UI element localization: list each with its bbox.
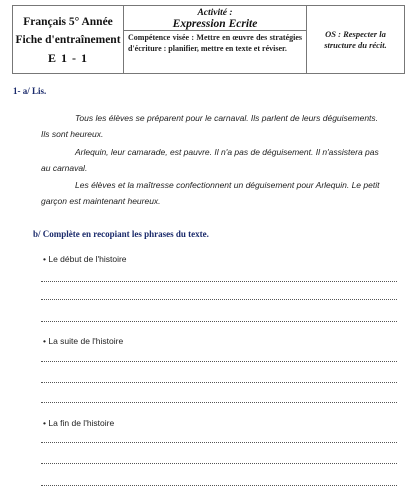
objective-text: OS : Respecter la structure du récit. xyxy=(324,28,387,50)
sheet-title: Fiche d'entraînement xyxy=(15,33,121,46)
header-table xyxy=(12,5,405,74)
section-a-heading: 1- a/ Lis. xyxy=(13,86,47,96)
answer-line[interactable] xyxy=(41,485,397,486)
paragraph-line: garçon est maintenant heureux. xyxy=(41,196,161,206)
activity-name: Expression Ecrite xyxy=(172,18,258,30)
answer-line[interactable] xyxy=(41,361,397,362)
class-line: Français 5° Année xyxy=(23,15,113,28)
item-label-start: • Le début de l'histoire xyxy=(43,254,127,264)
paragraph-line: Tous les élèves se préparent pour le carnaval. Ils parlent de leurs déguisements. xyxy=(75,113,379,123)
item-label-end: • La fin de l'histoire xyxy=(43,418,115,428)
answer-line[interactable] xyxy=(41,321,397,322)
header-class-cell xyxy=(13,6,124,73)
item-label-middle: • La suite de l'histoire xyxy=(43,336,124,346)
competence-text: Compétence visée : Mettre en œuvre des stratégies d'écriture : planifier, mettre en texte et réviser. xyxy=(128,33,302,53)
activity-label: Activité : xyxy=(197,8,233,18)
header-activity-cell xyxy=(124,6,307,73)
answer-line[interactable] xyxy=(41,281,397,282)
paragraph-line: Les élèves et la maîtresse confectionnent un déguisement pour Arlequin. Le petit xyxy=(75,180,380,190)
answer-line[interactable] xyxy=(41,382,397,383)
paragraph-line: Ils sont heureux. xyxy=(41,129,104,139)
answer-line[interactable] xyxy=(41,463,397,464)
answer-line[interactable] xyxy=(41,402,397,403)
sheet-code: E 1 - 1 xyxy=(48,50,88,65)
paragraph-line: Arlequin, leur camarade, est pauvre. Il n'a pas de déguisement. Il n'assistera pas xyxy=(75,147,379,157)
section-b-heading: b/ Complète en recopiant les phrases du texte. xyxy=(33,229,209,239)
answer-line[interactable] xyxy=(41,442,397,443)
paragraph-line: au carnaval. xyxy=(41,163,88,173)
answer-line[interactable] xyxy=(41,299,397,300)
activity-box xyxy=(124,6,306,31)
